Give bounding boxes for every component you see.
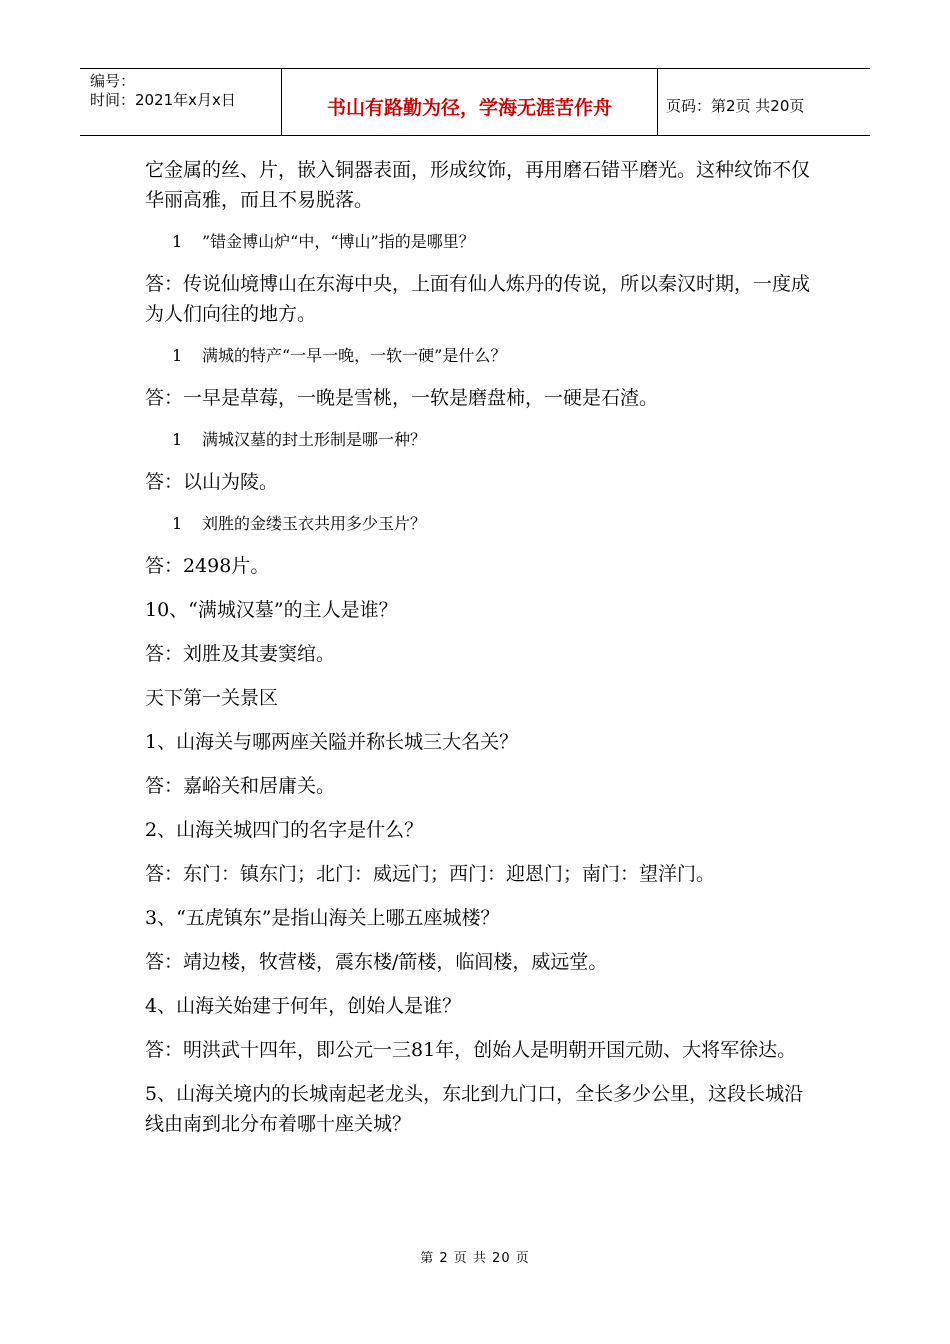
answer: 答：东门：镇东门；北门：威远门；西门：迎恩门；南门：望洋门。 [145,863,716,885]
document-date-label: 时间：2021年x月x日 [90,91,236,109]
question-item [145,512,815,536]
question-number: 1 [172,232,183,251]
question-item [145,428,815,452]
question-number: 1 [172,514,183,533]
answer: 答：以山为陵。 [145,471,279,493]
question: 1、山海关与哪两座关隘并称长城三大名关？ [145,731,519,753]
answer: 答：2498片。 [145,555,270,577]
paragraph: 它金属的丝、片，嵌入铜器表面，形成纹饰，再用磨石错平磨光。这种纹饰不仅华丽高雅，而且不易脱落。 [145,159,811,211]
answer: 答：嘉峪关和居庸关。 [145,775,336,797]
document-body [145,155,815,1139]
header-motto: 书山有路勤为径，学海无涯苦作舟 [282,69,658,135]
question: 4、山海关始建于何年，创始人是谁？ [145,995,462,1017]
answer: 答：明洪武十四年，即公元一三81年，创始人是明朝开国元勋、大将军徐达。 [145,1039,797,1061]
question-text: 满城的特产“一早一晚，一软一硬”是什么？ [202,346,507,365]
question: 5、山海关境内的长城南起老龙头，东北到九门口，全长多少公里，这段长城沿线由南到北分布着哪十座关城？ [145,1083,804,1135]
answer: 答：一早是草莓，一晚是雪桃，一软是磨盘柿，一硬是石渣。 [145,387,659,409]
header-meta [80,69,282,135]
page-footer: 第 2 页 共 20 页 [420,1251,530,1266]
question-item [145,230,815,254]
question: 3、“五虎镇东”是指山海关上哪五座城楼？ [145,907,500,929]
document-number-label: 编号： [90,72,136,90]
question: 2、山海关城四门的名字是什么？ [145,819,424,841]
answer: 答：传说仙境博山在东海中央，上面有仙人炼丹的传说，所以秦汉时期，一度成为人们向往的地方。 [145,273,811,325]
question-text: 满城汉墓的封土形制是哪一种？ [202,430,427,449]
question-text: 刘胜的金缕玉衣共用多少玉片？ [202,514,427,533]
section-heading: 天下第一关景区 [145,687,279,709]
question-number: 1 [172,430,183,449]
page-header [80,68,870,136]
header-page-number: 页码：第2页 共20页 [666,96,805,115]
question-text: ”错金博山炉“中，“博山”指的是哪里？ [202,232,475,251]
answer: 答：靖边楼，牧营楼，震东楼/箭楼，临闾楼，威远堂。 [145,951,608,973]
question: 10、“满城汉墓”的主人是谁？ [145,599,398,621]
answer: 答：刘胜及其妻窦绾。 [145,643,336,665]
question-number: 1 [172,346,183,365]
question-item [145,344,815,368]
